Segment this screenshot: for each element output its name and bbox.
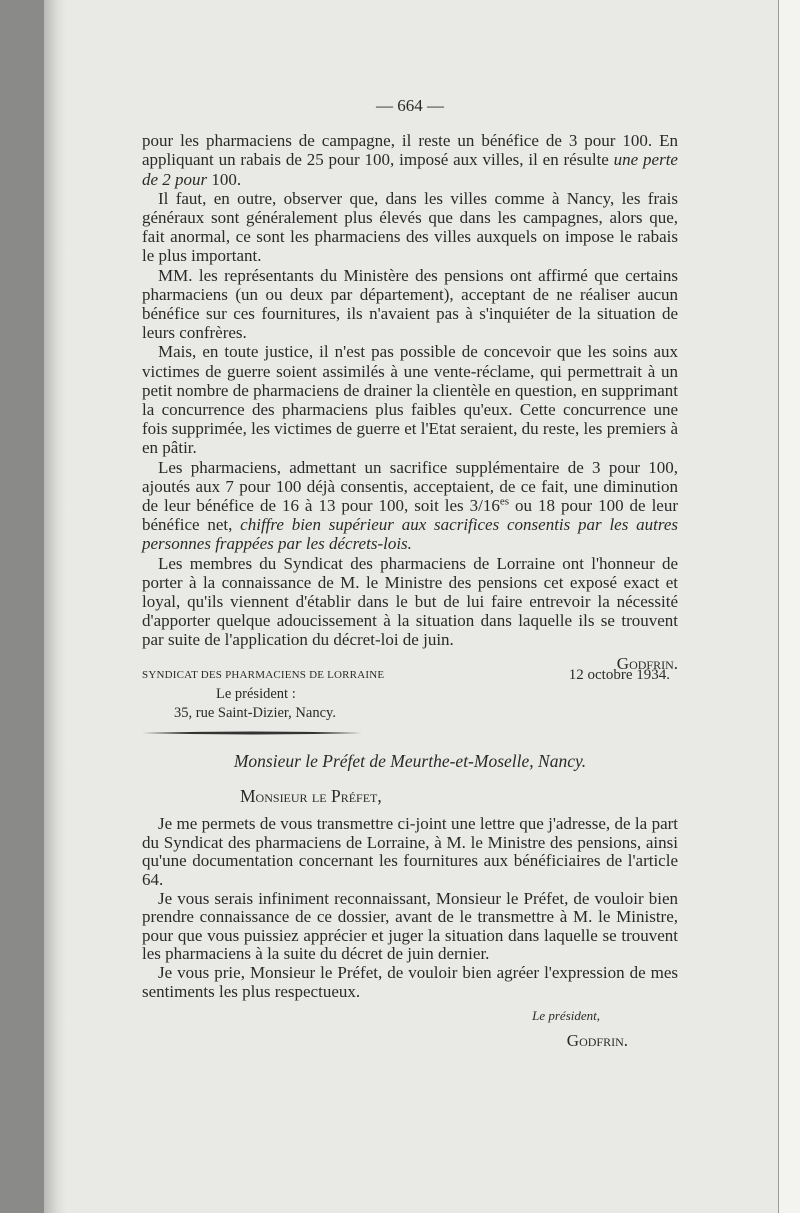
decorative-rule (142, 731, 362, 735)
address: 35, rue Saint-Dizier, Nancy. (174, 705, 336, 721)
body-paragraph (142, 342, 678, 457)
text-run: Les pharmaciens, admettant un sacrifice supplémentaire de 3 pour 100, ajoutés aux 7 pour 100 déjà consentis, acceptaient, de ce fait, une diminution de leur bénéfice de 16 à 13 pour 100, soit les 3/16 (142, 457, 678, 516)
main-text (142, 96, 678, 673)
letter-paragraph: Je vous serais infiniment reconnaissant, Monsieur le Préfet, de vouloir bien prendre connaissance de ce dossier, avant de le transmettre à M. le Ministre, pour que vous puissiez apprécier et juger la situation dans laquelle se trouvent les pharmaciens à la suite du décret de juin dernier. (142, 888, 678, 964)
president-label: Le président : (216, 686, 296, 702)
text-run: ou 18 pour 100 de leur bénéfice net, (142, 496, 678, 535)
text-run: Il faut, en outre, observer que, dans les villes comme à Nancy, les frais généraux sont généralement plus élevés que dans les campagnes, alors que, fait anormal, ce sont les pharmaciens des villes auxquels on impose le rabais le plus important. (142, 188, 678, 266)
body-paragraph (142, 266, 678, 343)
closing-role: Le président, (532, 1008, 600, 1024)
superscript: es (499, 495, 510, 508)
paragraph-list (142, 131, 678, 649)
text-run: MM. les représentants du Ministère des pensions ont affirmé que certains pharmaciens (un ou deux par département), acceptant de ne réaliser aucun bénéfice sur ces fournitures, ils n'avaient pas à s'inquiéter de la situation de leurs confrères. (142, 265, 678, 343)
text-run: pour les pharmaciens de campagne, il reste un bénéfice de 3 pour 100. En appliquant un rabais de 25 pour 100, imposé aux villes, il en résulte (142, 131, 678, 170)
letter-date: 12 octobre 1934. (568, 667, 670, 683)
body-paragraph (142, 131, 678, 189)
body-paragraph (142, 458, 678, 554)
letter-addressee: Monsieur le Préfet de Meurthe-et-Moselle, Nancy. (233, 751, 587, 771)
letter-paragraph: Je vous prie, Monsieur le Préfet, de vouloir bien agréer l'expression de mes sentiments les plus respectueux. (142, 962, 678, 1001)
page-fold-shadow (44, 0, 66, 1213)
letter (142, 752, 678, 1050)
text-run: 100. (207, 169, 242, 189)
syndicat-name: SYNDICAT DES PHARMACIENS DE LORRAINE (142, 669, 385, 681)
italic-run: chiffre bien supérieur aux sacrifices consentis par les autres personnes frappées par les décrets-lois. (142, 515, 678, 554)
italic-run: une perte de 2 pour (142, 150, 678, 189)
page-number: — 664 — (376, 96, 444, 115)
body-paragraph (142, 554, 678, 650)
letterhead (142, 666, 678, 723)
next-page-edge (778, 0, 800, 1213)
closing-name: Godfrin. (566, 1030, 628, 1050)
text-run: Mais, en toute justice, il n'est pas possible de concevoir que les soins aux victimes de guerre soient assimilés à une vente-réclame, qui permettrait à un petit nombre de pharmaciens de drainer la clientèle en question, en supprimant la concurrence des pharmaciens plus faibles qu'eux. Cette concurrence une fois supprimée, les victimes de guerre et l'Etat seraient, du reste, les premiers à en pâtir. (142, 342, 678, 458)
letter-paragraph: Je me permets de vous transmettre ci-joint une lettre que j'adresse, de la part du Syndicat des pharmaciens de Lorraine, à M. le Ministre des pensions, ainsi qu'une documentation concernant les fournitures aux bénéficiaires de l'article 64. (142, 814, 678, 889)
body-paragraph (142, 189, 678, 266)
letter-closing (142, 1007, 678, 1050)
letter-salutation: Monsieur le Préfet, (240, 785, 382, 806)
text-run: Les membres du Syndicat des pharmaciens de Lorraine ont l'honneur de porter à la connaissance de M. le Ministre des pensions cet exposé exact et loyal, qu'ils viennent d'établir dans le but de lui faire entrevoir la nécessité d'apporter quelque adoucissement à la situation dans laquelle ils se trouvent par suite de l'application du décret-loi de juin. (142, 553, 678, 650)
signature-godfrin: Godfrin. (616, 653, 678, 673)
